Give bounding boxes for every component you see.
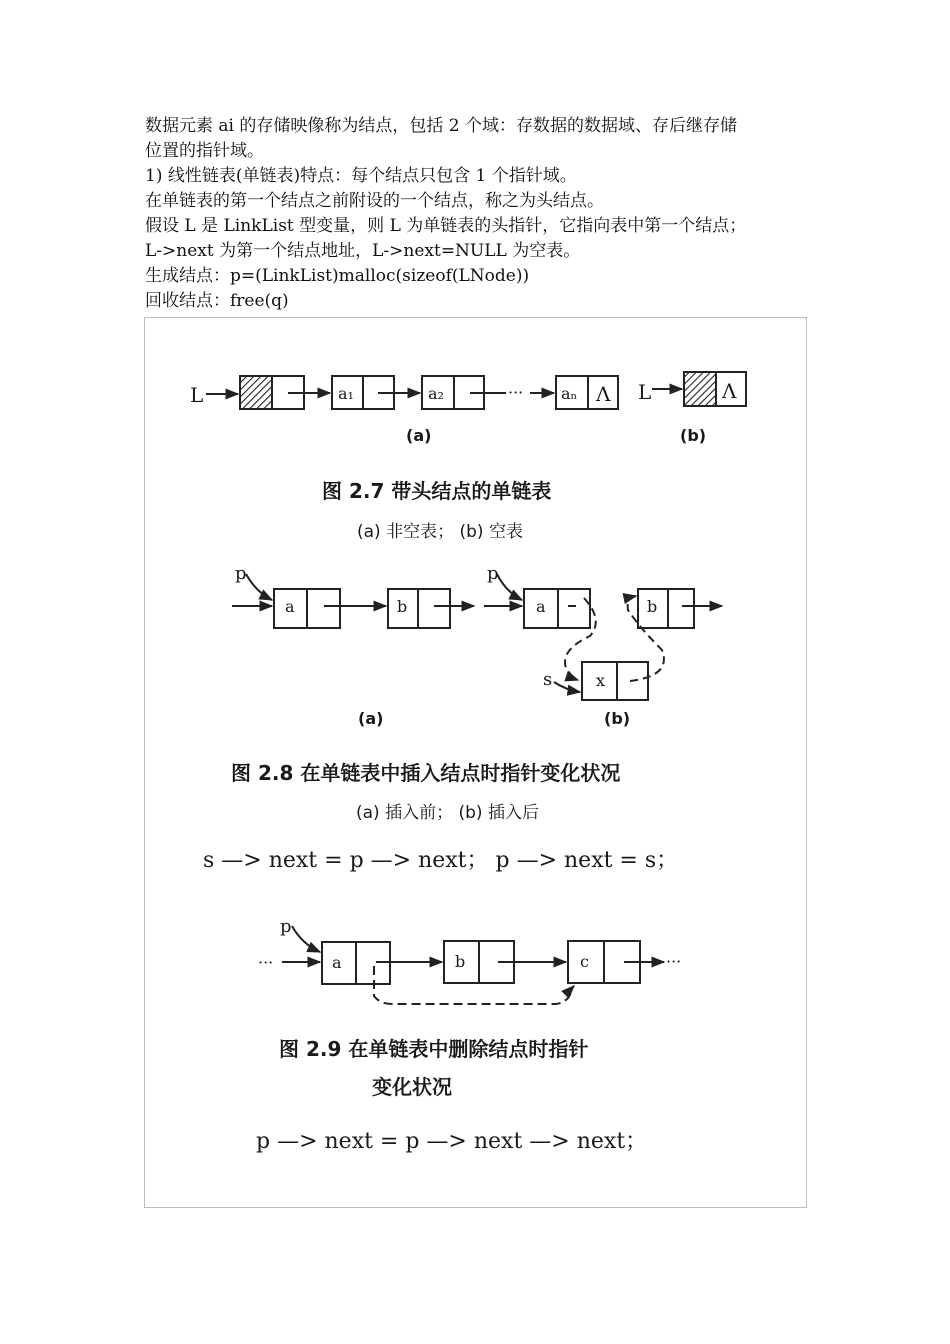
fig27-null-symbol-b: Λ bbox=[722, 379, 737, 403]
text-line-6: L->next 为第一个结点地址，L->next=NULL 为空表。 bbox=[145, 241, 581, 261]
fig28b-x-label: x bbox=[596, 671, 606, 690]
fig27-L-label-b: L bbox=[638, 380, 652, 404]
fig29-b-label: b bbox=[455, 952, 466, 971]
fig27-dots: ··· bbox=[508, 383, 524, 402]
figure-2-7 bbox=[190, 372, 746, 445]
fig27-L-label: L bbox=[190, 383, 204, 407]
fig28-subtitle: (a) 插入前； (b) 插入后 bbox=[356, 803, 539, 823]
figure-2-8 bbox=[232, 563, 722, 728]
fig28-label-a: (a) bbox=[358, 709, 384, 728]
fig28a-a-label: a bbox=[285, 597, 295, 616]
figure-2-9 bbox=[258, 916, 681, 1004]
fig28a-p-label: p bbox=[235, 563, 247, 584]
text-line-5: 假设 L 是 LinkList 型变量，则 L 为单链表的头指针，它指向表中第一个结点； bbox=[145, 216, 747, 236]
fig29-code: p —> next = p —> next —> next； bbox=[256, 1129, 648, 1154]
fig28-label-b: (b) bbox=[604, 709, 631, 728]
fig27-a2-label: a₂ bbox=[428, 384, 444, 403]
fig29-dots-left: ··· bbox=[258, 953, 274, 972]
fig27-label-b: (b) bbox=[680, 426, 707, 445]
fig27-a1-label: a₁ bbox=[338, 384, 354, 403]
fig28-code: s —> next = p —> next； p —> next = s； bbox=[203, 848, 679, 873]
text-line-4: 在单链表的第一个结点之前附设的一个结点，称之为头结点。 bbox=[145, 191, 604, 211]
fig29-dots-right: ··· bbox=[666, 952, 682, 971]
fig27-title: 图 2.7 带头结点的单链表 bbox=[322, 479, 552, 503]
fig28b-a-label: a bbox=[536, 597, 546, 616]
fig27-null-symbol: Λ bbox=[596, 382, 611, 406]
fig28b-node-x bbox=[582, 662, 648, 700]
text-line-1: 数据元素 ai 的存储映像称为结点，包括 2 个域：存数据的数据域、存后继存储 bbox=[145, 116, 738, 136]
fig29-title-line1: 图 2.9 在单链表中删除结点时指针 bbox=[279, 1037, 589, 1061]
fig29-c-label: c bbox=[580, 952, 589, 971]
fig28b-s-label: s bbox=[543, 669, 553, 690]
fig29-title-line2: 变化状况 bbox=[372, 1075, 452, 1099]
fig27-subtitle: (a) 非空表； (b) 空表 bbox=[357, 522, 523, 542]
fig27-an-label: aₙ bbox=[561, 384, 578, 403]
text-line-2: 位置的指针域。 bbox=[145, 141, 264, 161]
fig29-a-label: a bbox=[332, 953, 342, 972]
fig27-label-a: (a) bbox=[406, 426, 432, 445]
fig28a-b-label: b bbox=[397, 597, 408, 616]
fig29-p-label: p bbox=[280, 916, 292, 937]
text-line-7: 生成结点：p=(LinkList)malloc(sizeof(LNode)) bbox=[145, 266, 530, 286]
fig28b-b-label: b bbox=[647, 597, 658, 616]
fig28-title: 图 2.8 在单链表中插入结点时指针变化状况 bbox=[231, 761, 621, 785]
fig28b-p-label: p bbox=[487, 563, 499, 584]
text-line-8: 回收结点：free(q) bbox=[145, 291, 289, 311]
text-line-3: 1) 线性链表(单链表)特点：每个结点只包含 1 个指针域。 bbox=[145, 166, 577, 186]
